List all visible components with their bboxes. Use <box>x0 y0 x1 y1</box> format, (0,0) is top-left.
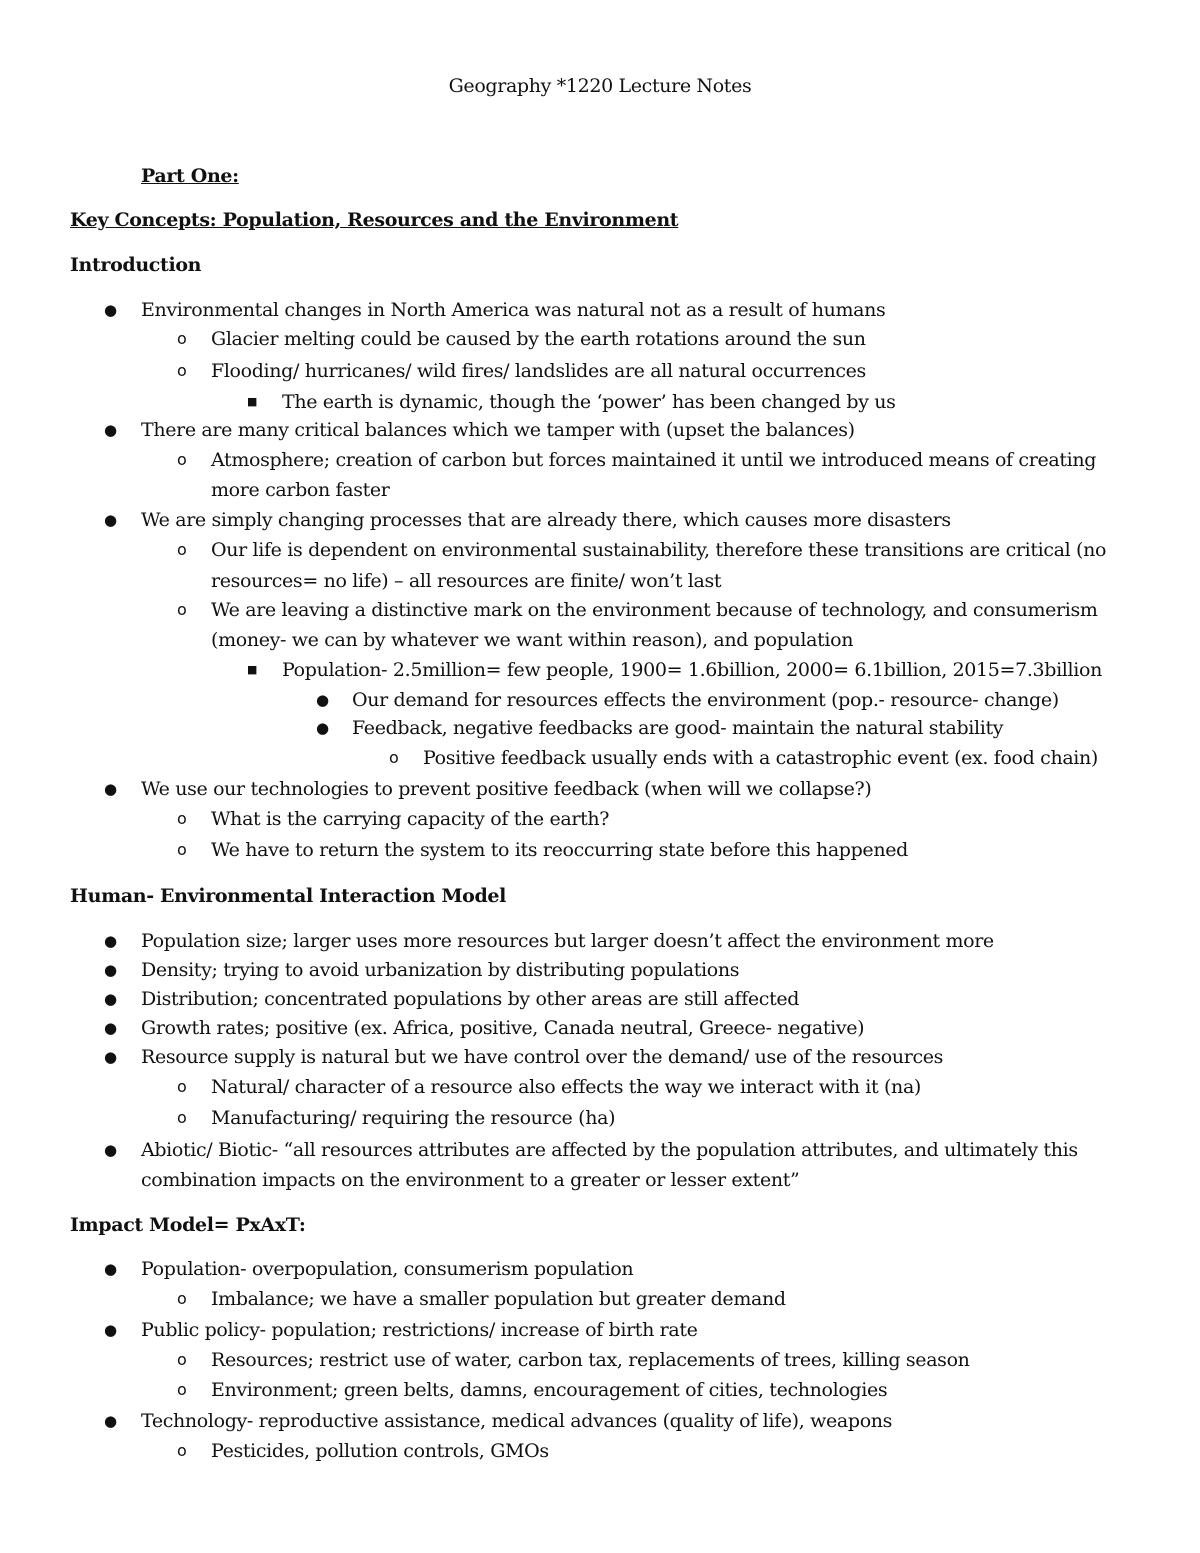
list-item: Imbalance; we have a smaller population but greater demand <box>211 1288 786 1310</box>
list-item: Our life is dependent on environmental sustainability, therefore these transitions are critical (no <box>211 539 1107 561</box>
list-item: Population- overpopulation, consumerism population <box>141 1258 634 1280</box>
document-title: Geography *1220 Lecture Notes <box>448 75 752 97</box>
bullet-dot-icon: ● <box>104 301 118 319</box>
main-heading: Key Concepts: Population, Resources and the Environment <box>70 209 679 231</box>
bullet-dot-icon: ● <box>316 719 330 737</box>
bullet-circle-icon: o <box>177 809 187 828</box>
bullet-circle-icon: o <box>177 600 187 619</box>
list-item: We use our technologies to prevent positive feedback (when will we collapse?) <box>141 778 872 800</box>
bullet-dot-icon: ● <box>104 1048 118 1066</box>
list-item-continuation: combination impacts on the environment to a greater or lesser extent” <box>141 1169 800 1191</box>
bullet-circle-icon: o <box>177 1350 187 1369</box>
bullet-circle-icon: o <box>177 329 187 348</box>
bullet-circle-icon: o <box>177 1077 187 1096</box>
list-item: Our demand for resources effects the environment (pop.- resource- change) <box>352 689 1059 711</box>
section-heading-introduction: Introduction <box>70 254 202 276</box>
bullet-circle-icon: o <box>177 1441 187 1460</box>
bullet-circle-icon: o <box>389 748 399 767</box>
part-heading: Part One: <box>141 165 239 187</box>
list-item: Environmental changes in North America was natural not as a result of humans <box>141 299 886 321</box>
list-item: The earth is dynamic, though the ‘power’ has been changed by us <box>282 391 896 413</box>
list-item: What is the carrying capacity of the earth? <box>211 808 610 830</box>
list-item: Pesticides, pollution controls, GMOs <box>211 1440 549 1462</box>
list-item: Glacier melting could be caused by the earth rotations around the sun <box>211 328 866 350</box>
bullet-square-icon: ■ <box>247 395 258 408</box>
list-item: Density; trying to avoid urbanization by distributing populations <box>141 959 740 981</box>
list-item: Abiotic/ Biotic- “all resources attributes are affected by the population attributes, and ultimately this <box>141 1139 1078 1161</box>
bullet-dot-icon: ● <box>104 421 118 439</box>
list-item: Public policy- population; restrictions/ increase of birth rate <box>141 1319 698 1341</box>
bullet-dot-icon: ● <box>104 511 118 529</box>
list-item: There are many critical balances which we tamper with (upset the balances) <box>141 419 855 441</box>
list-item: We are simply changing processes that are already there, which causes more disasters <box>141 509 951 531</box>
list-item-continuation: more carbon faster <box>211 479 390 501</box>
list-item: Environment; green belts, damns, encouragement of cities, technologies <box>211 1379 888 1401</box>
section-heading-interaction-model: Human- Environmental Interaction Model <box>70 885 507 907</box>
list-item: Population- 2.5million= few people, 1900= 1.6billion, 2000= 6.1billion, 2015=7.3billion <box>282 659 1102 681</box>
bullet-circle-icon: o <box>177 1289 187 1308</box>
list-item: Feedback, negative feedbacks are good- maintain the natural stability <box>352 717 1004 739</box>
bullet-circle-icon: o <box>177 540 187 559</box>
bullet-circle-icon: o <box>177 450 187 469</box>
list-item: Growth rates; positive (ex. Africa, positive, Canada neutral, Greece- negative) <box>141 1017 865 1039</box>
list-item: Natural/ character of a resource also effects the way we interact with it (na) <box>211 1076 921 1098</box>
list-item: We have to return the system to its reoccurring state before this happened <box>211 839 908 861</box>
list-item: Positive feedback usually ends with a catastrophic event (ex. food chain) <box>423 747 1098 769</box>
bullet-circle-icon: o <box>177 840 187 859</box>
bullet-circle-icon: o <box>177 1108 187 1127</box>
bullet-square-icon: ■ <box>247 663 258 676</box>
list-item: Atmosphere; creation of carbon but forces maintained it until we introduced means of creating <box>211 449 1097 471</box>
bullet-dot-icon: ● <box>104 1141 118 1159</box>
bullet-dot-icon: ● <box>316 691 330 709</box>
list-item: Flooding/ hurricanes/ wild fires/ landslides are all natural occurrences <box>211 360 866 382</box>
bullet-dot-icon: ● <box>104 961 118 979</box>
bullet-dot-icon: ● <box>104 990 118 1008</box>
bullet-dot-icon: ● <box>104 932 118 950</box>
list-item: Technology- reproductive assistance, medical advances (quality of life), weapons <box>141 1410 893 1432</box>
bullet-circle-icon: o <box>177 361 187 380</box>
list-item-continuation: (money- we can by whatever we want within reason), and population <box>211 629 854 651</box>
bullet-dot-icon: ● <box>104 1321 118 1339</box>
bullet-dot-icon: ● <box>104 1260 118 1278</box>
list-item: Distribution; concentrated populations by other areas are still affected <box>141 988 800 1010</box>
list-item: Resources; restrict use of water, carbon tax, replacements of trees, killing season <box>211 1349 970 1371</box>
bullet-dot-icon: ● <box>104 1412 118 1430</box>
list-item: We are leaving a distinctive mark on the environment because of technology, and consumerism <box>211 599 1098 621</box>
section-heading-impact-model: Impact Model= PxAxT: <box>70 1214 306 1236</box>
bullet-dot-icon: ● <box>104 780 118 798</box>
list-item: Manufacturing/ requiring the resource (ha) <box>211 1107 616 1129</box>
list-item-continuation: resources= no life) – all resources are finite/ won’t last <box>211 570 722 592</box>
bullet-circle-icon: o <box>177 1380 187 1399</box>
list-item: Resource supply is natural but we have control over the demand/ use of the resources <box>141 1046 944 1068</box>
list-item: Population size; larger uses more resources but larger doesn’t affect the environment more <box>141 930 994 952</box>
bullet-dot-icon: ● <box>104 1019 118 1037</box>
